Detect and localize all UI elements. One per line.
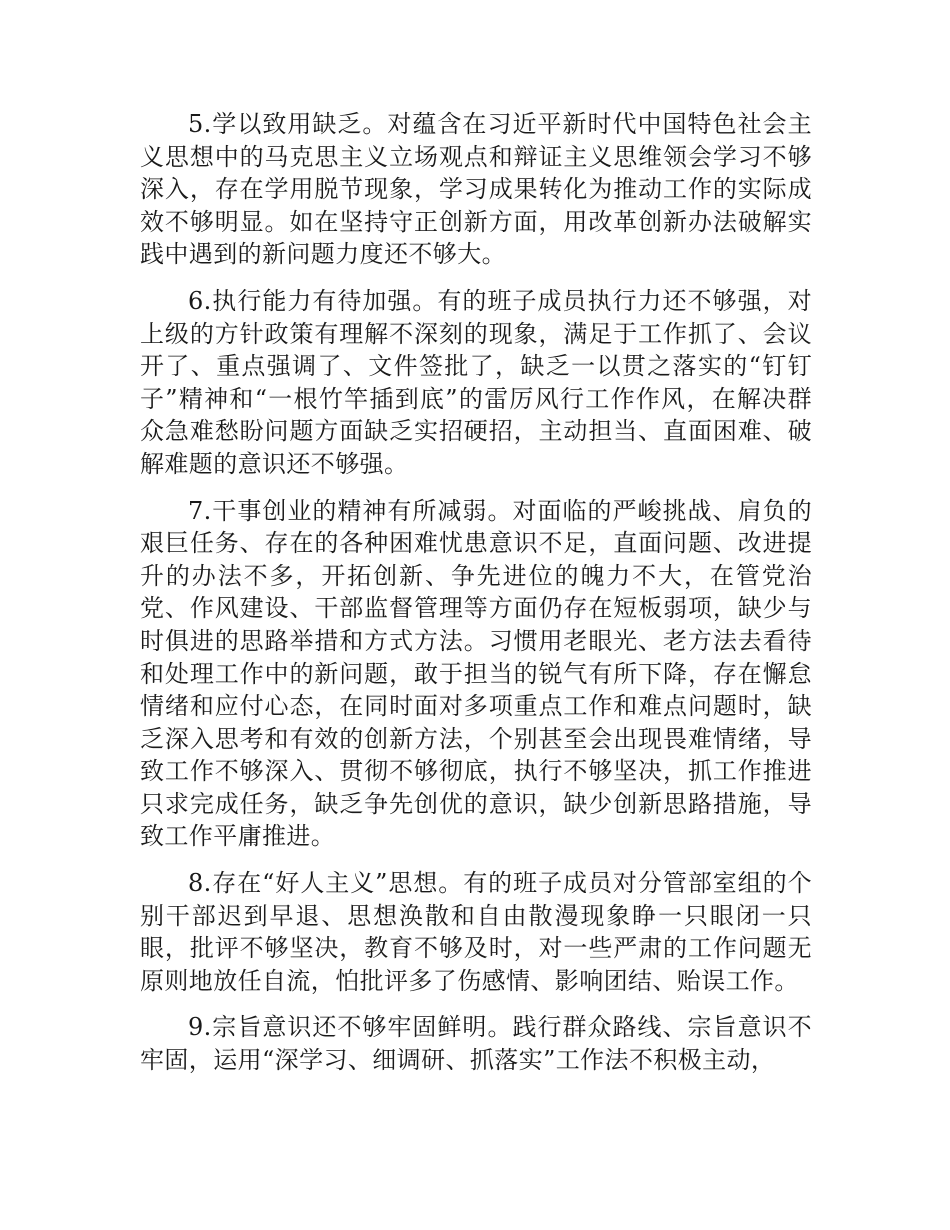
paragraph-purpose-awareness: 9.宗旨意识还不够牢固鲜明。践行群众路线、宗旨意识不牢固，运用“深学习、细调研、抓落实”工作法不积极主动， <box>140 1013 812 1075</box>
document-page <box>140 108 812 1091</box>
paragraph-good-person-mindset: 8.存在“好人主义”思想。有的班子成员对分管部室组的个别干部迟到早退、思想涣散和自由散漫现象睁一只眼闭一只眼，批评不够坚决，教育不够及时，对一些严肃的工作问题无原则地放任自流，怕批评多了伤感情、影响团结、贻误工作。 <box>140 869 812 995</box>
paragraph-execution-ability: 6.执行能力有待加强。有的班子成员执行力还不够强，对上级的方针政策有理解不深刻的现象，满足于工作抓了、会议开了、重点强调了、文件签批了，缺乏一以贯之落实的“钉钉子”精神和“一根竹竿插到底”的雷厉风行工作作风，在解决群众急难愁盼问题方面缺乏实招硬招，主动担当、直面困难、破解难题的意识还不够强。 <box>140 286 812 478</box>
paragraph-learning-application: 5.学以致用缺乏。对蕴含在习近平新时代中国特色社会主义思想中的马克思主义立场观点和辩证主义思维领会学习不够深入，存在学用脱节现象，学习成果转化为推动工作的实际成效不够明显。如在坚持守正创新方面，用改革创新办法破解实践中遇到的新问题力度还不够大。 <box>140 110 812 269</box>
paragraph-entrepreneurial-spirit: 7.干事创业的精神有所减弱。对面临的严峻挑战、肩负的艰巨任务、存在的各种困难忧患意识不足，直面问题、改进提升的办法不多，开拓创新、争先进位的魄力不大，在管党治党、作风建设、干部监督管理等方面仍存在短板弱项，缺少与时俱进的思路举措和方式方法。习惯用老眼光、老方法去看待和处理工作中的新问题，敢于担当的锐气有所下降，存在懈怠情绪和应付心态，在同时面对多项重点工作和难点问题时，缺乏深入思考和有效的创新方法，个别甚至会出现畏难情绪，导致工作不够深入、贯彻不够彻底，执行不够坚决，抓工作推进只求完成任务，缺乏争先创优的意识，缺少创新思路措施，导致工作平庸推进。 <box>140 496 812 851</box>
